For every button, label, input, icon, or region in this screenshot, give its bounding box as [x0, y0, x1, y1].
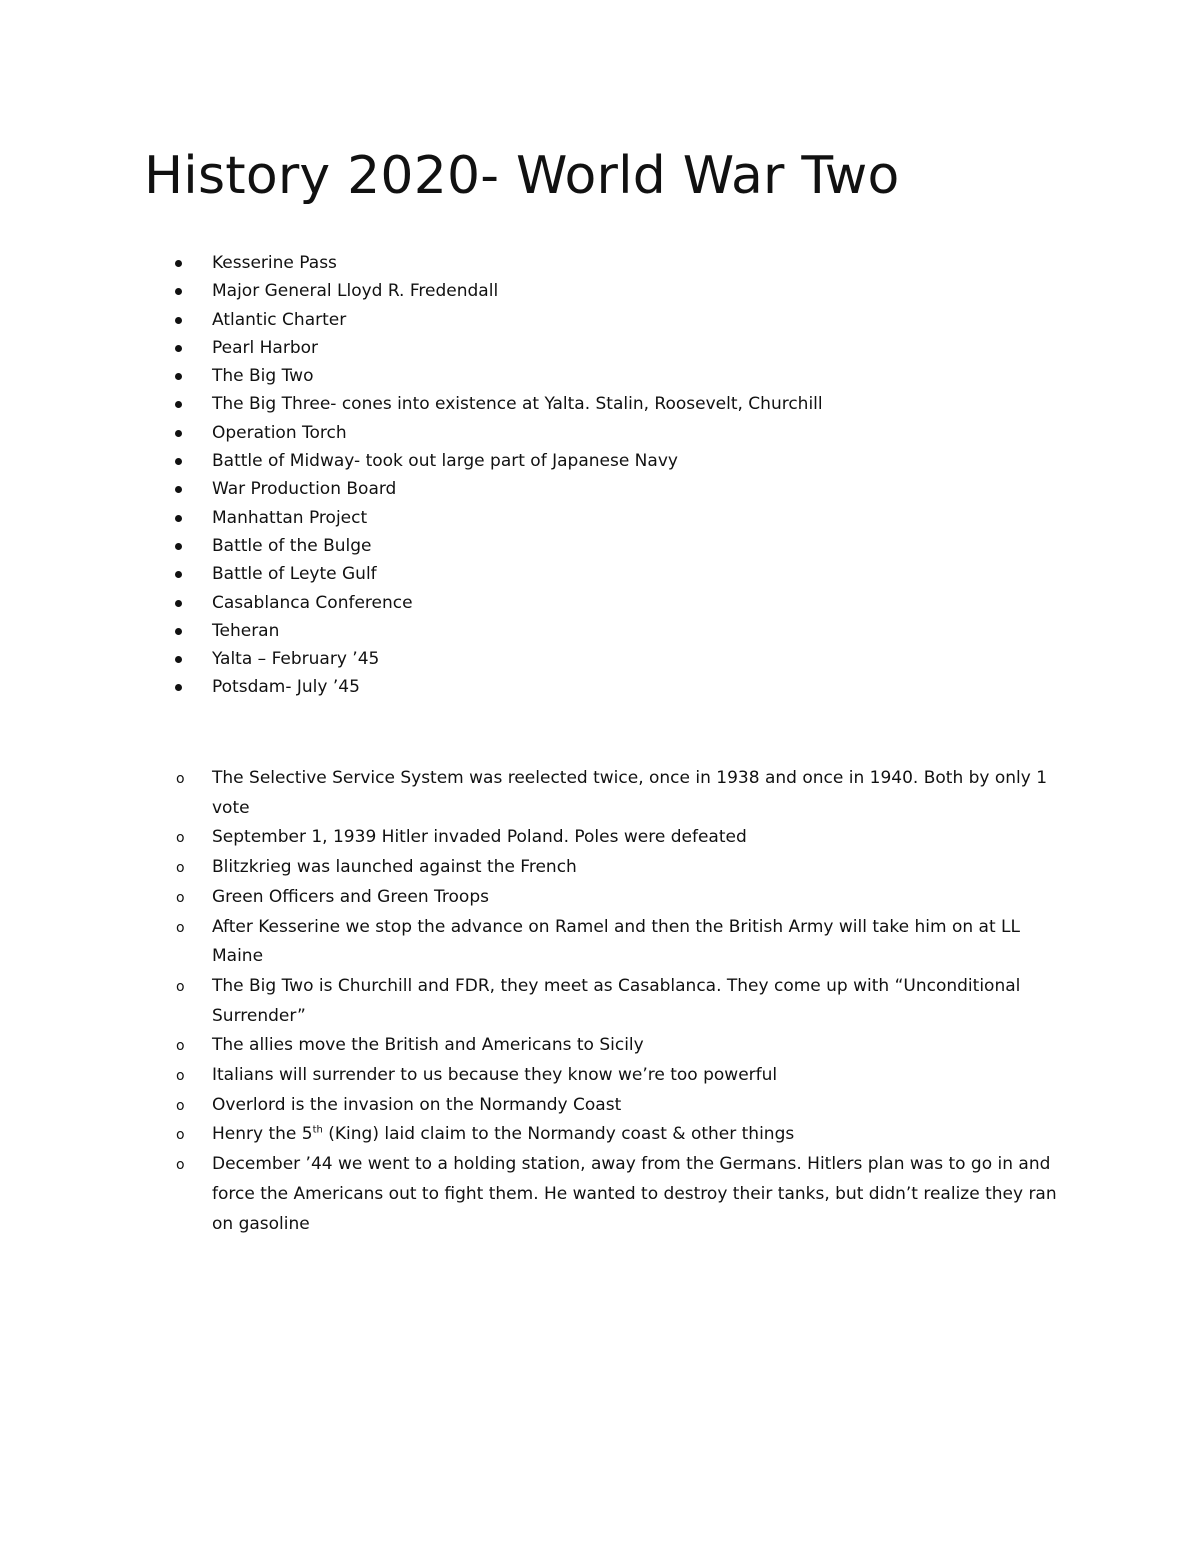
- bullet-icon: [175, 430, 182, 437]
- bullet-icon: [175, 571, 182, 578]
- list-item: o The Selective Service System was reelected twice, once in 1938 and once in 1940. Both by only 1 vote: [0, 764, 1072, 823]
- list-item: o Blitzkrieg was launched against the French: [0, 853, 1072, 883]
- list-item: o Italians will surrender to us because they know we’re too powerful: [0, 1061, 1072, 1091]
- list-item: o Overlord is the invasion on the Normandy Coast: [0, 1091, 1072, 1121]
- bullet-icon: [175, 684, 182, 691]
- list-item: Atlantic Charter: [0, 306, 1072, 334]
- list-item: o Green Officers and Green Troops: [0, 883, 1072, 913]
- list-item: Pearl Harbor: [0, 334, 1072, 362]
- list-item: o Henry the 5th (King) laid claim to the Normandy coast & other things: [0, 1120, 1072, 1150]
- bullet-icon: [175, 317, 182, 324]
- list-item: Major General Lloyd R. Fredendall: [0, 277, 1072, 305]
- circle-bullet-icon: o: [176, 1068, 185, 1085]
- list-item: War Production Board: [0, 475, 1072, 503]
- list-item: o After Kesserine we stop the advance on Ramel and then the British Army will take him on at LL Maine: [0, 913, 1072, 972]
- bullet-icon: [175, 543, 182, 550]
- circle-bullet-icon: o: [176, 919, 185, 936]
- list-item: Casablanca Conference: [0, 589, 1072, 617]
- bullet-icon: [175, 345, 182, 352]
- bullet-icon: [175, 458, 182, 465]
- circle-bullet-icon: o: [176, 1097, 185, 1114]
- bullet-icon: [175, 600, 182, 607]
- list-item: Battle of Midway- took out large part of Japanese Navy: [0, 447, 1072, 475]
- bullet-icon: [175, 656, 182, 663]
- list-item: The Big Three- cones into existence at Yalta. Stalin, Roosevelt, Churchill: [0, 390, 1072, 418]
- list-item: Battle of Leyte Gulf: [0, 560, 1072, 588]
- circle-bullet-icon: o: [176, 978, 185, 995]
- list-item: o The Big Two is Churchill and FDR, they meet as Casablanca. They come up with “Unconditional Surrender”: [0, 972, 1072, 1031]
- list-item: Yalta – February ’45: [0, 645, 1072, 673]
- list-item: Operation Torch: [0, 419, 1072, 447]
- circle-bullet-icon: o: [176, 860, 185, 877]
- bullet-icon: [175, 628, 182, 635]
- list-item: o December ’44 we went to a holding station, away from the Germans. Hitlers plan was to go in and force the Americans out to fight them. He wanted to destroy their tanks, but didn’t realize they ran on gasoline: [0, 1150, 1072, 1239]
- bullet-icon: [175, 486, 182, 493]
- list-item: Battle of the Bulge: [0, 532, 1072, 560]
- list-item: Manhattan Project: [0, 504, 1072, 532]
- circle-bullet-icon: o: [176, 1157, 185, 1174]
- list-item: Potsdam- July ’45: [0, 673, 1072, 701]
- list-item: o The allies move the British and Americans to Sicily: [0, 1031, 1072, 1061]
- bullet-icon: [175, 401, 182, 408]
- bullet-icon: [175, 260, 182, 267]
- topic-list: [0, 249, 1072, 702]
- bullet-icon: [175, 515, 182, 522]
- document-title: History 2020- World War Two: [144, 146, 900, 206]
- bullet-icon: [175, 288, 182, 295]
- notes-list: [0, 764, 1072, 1239]
- list-item: The Big Two: [0, 362, 1072, 390]
- list-item: Kesserine Pass: [0, 249, 1072, 277]
- bullet-icon: [175, 373, 182, 380]
- circle-bullet-icon: o: [176, 1038, 185, 1055]
- list-item: o September 1, 1939 Hitler invaded Poland. Poles were defeated: [0, 823, 1072, 853]
- circle-bullet-icon: o: [176, 771, 185, 787]
- list-item: Teheran: [0, 617, 1072, 645]
- circle-bullet-icon: o: [176, 1127, 185, 1144]
- circle-bullet-icon: o: [176, 830, 185, 847]
- circle-bullet-icon: o: [176, 889, 185, 906]
